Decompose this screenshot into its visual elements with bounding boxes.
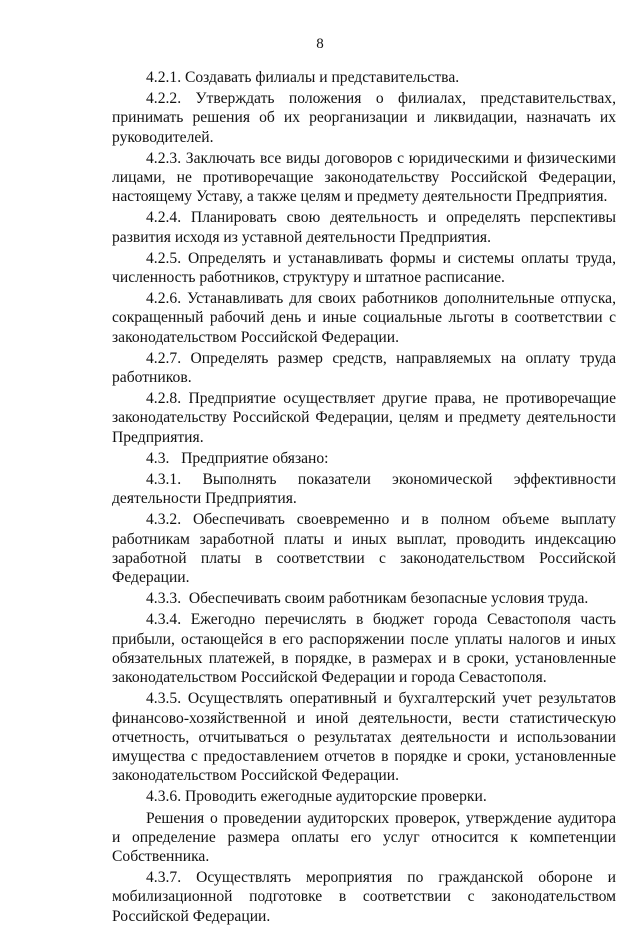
paragraph-4-3-1: 4.3.1. Выполнять показатели экономической эффективности деятельности Предприятия.: [112, 471, 616, 508]
paragraph-4-2-5: 4.2.5. Определять и устанавливать формы и системы оплаты труда, численность работников, структуру и штатное расписание.: [112, 249, 616, 287]
paragraph-4-2-1: 4.2.1. Создавать филиалы и представительства.: [146, 69, 460, 86]
paragraph-4-3-5: 4.3.5. Осуществлять оперативный и бухгалтерский учет результатов финансово-хозяйственной и иной деятельности, вести статистическую отчетность, отчитываться о результатах деятельности и использовании имущества с предоставлением отчетов в порядке и сроки, установленные законодательством Российской Федерации.: [112, 690, 616, 785]
paragraph-4-3: 4.3. Предприятие обязано:: [146, 449, 329, 467]
document-body: [112, 68, 616, 928]
paragraph-4-2-2: 4.2.2. Утверждать положения о филиалах, представительствах, принимать решения об их реорганизации и ликвидации, назначать их руководителей.: [112, 90, 616, 146]
paragraph-4-2-6: 4.2.6. Устанавливать для своих работников дополнительные отпуска, сокращенный рабочий день и иные социальные льготы в соответствии с законодательством Российской Федерации.: [112, 290, 616, 346]
paragraph-4-2-3: 4.2.3. Заключать все виды договоров с юридическими и физическими лицами, не противоречащие законодательству Российской Федерации, настоящему Уставу, а также целям и предмету деятельности Предприятия.: [112, 149, 616, 206]
paragraph-4-3-2: 4.3.2. Обеспечивать своевременно и в полном объеме выплату работникам заработной платы и иных выплат, проводить индексацию заработной платы в соответствии с законодательством Российской Федерации.: [112, 511, 616, 587]
paragraph-4-2-4: 4.2.4. Планировать свою деятельность и определять перспективы развития исходя из уставной деятельности Предприятия.: [112, 209, 616, 246]
page-number: 8: [316, 36, 324, 52]
paragraph-audit-decisions: Решения о проведении аудиторских проверок, утверждение аудитора и определение размера оплаты его услуг относится к компетенции Собственника.: [112, 809, 616, 865]
paragraph-4-3-3: 4.3.3. Обеспечивать своим работникам безопасные условия труда.: [146, 590, 589, 608]
paragraph-4-2-7: 4.2.7. Определять размер средств, направляемых на оплату труда работников.: [112, 349, 616, 387]
paragraph-4-2-8: 4.2.8. Предприятие осуществляет другие права, не противоречащие законодательству Российской Федерации, целям и предмету деятельности Предприятия.: [112, 390, 616, 446]
paragraph-4-3-4: 4.3.4. Ежегодно перечислять в бюджет города Севастополя часть прибыли, остающейся в его распоряжении после уплаты налогов и иных обязательных платежей, в порядке, в размерах и в сроки, установленные законодательством Российской Федерации и города Севастополя.: [112, 611, 616, 687]
paragraph-4-3-7: 4.3.7. Осуществлять мероприятия по гражданской обороне и мобилизационной подготовке в соответствии с законодательством Российской Федерации.: [112, 869, 616, 925]
paragraph-4-3-6: 4.3.6. Проводить ежегодные аудиторские проверки.: [146, 788, 487, 806]
